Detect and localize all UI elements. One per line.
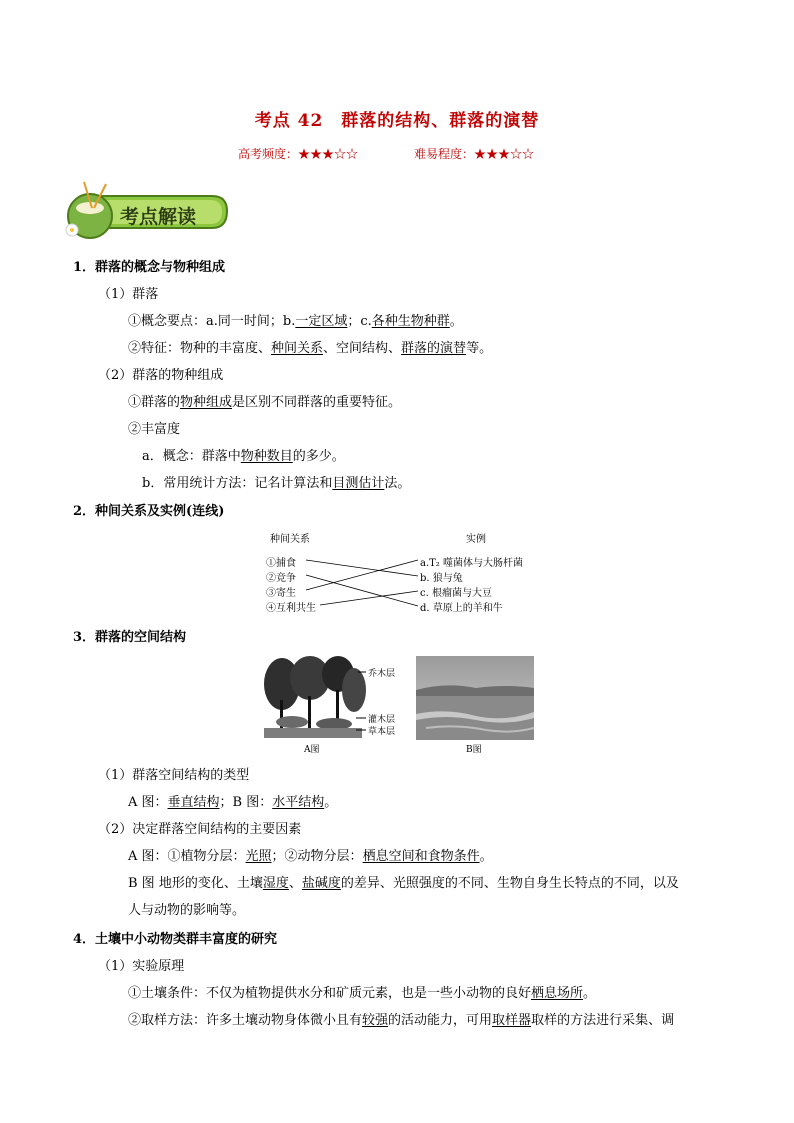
- section-1-sub2: （2）群落的物种组成: [98, 368, 224, 383]
- frequency-rating: [238, 145, 358, 162]
- section-3-sub2: （2）决定群落空间结构的主要因素: [98, 822, 302, 837]
- badge-label: 考点解读: [120, 206, 197, 228]
- figure-a-caption: A图: [304, 745, 320, 755]
- s4-line-2: ②取样方法：许多土壤动物身体微小且有较强的活动能力，可用取样器取样的方法进行采集、调: [128, 1013, 675, 1028]
- s3-line-1: A 图：垂直结构；B 图：水平结构。: [128, 795, 338, 810]
- s1-line-6: b．常用统计方法：记名计算法和目测估计法。: [142, 476, 411, 491]
- s4-line-1: ①土壤条件：不仅为植物提供水分和矿质元素，也是一些小动物的良好栖息场所。: [128, 986, 597, 1001]
- section-2-heading: 2．种间关系及实例(连线): [73, 504, 225, 519]
- s1-line-3: ①群落的物种组成是区别不同群落的重要特征。: [128, 395, 402, 410]
- section-3-heading: 3．群落的空间结构: [73, 630, 187, 645]
- figure-b-caption: B图: [466, 745, 482, 755]
- section-1-heading: 1．群落的概念与物种组成: [73, 260, 226, 275]
- label-tree-layer: 乔木层: [368, 669, 396, 679]
- s3-line-2: A 图：①植物分层：光照；②动物分层：栖息空间和食物条件。: [128, 849, 493, 864]
- left-item-4: ④互利共生: [266, 603, 316, 614]
- right-item-d: d. 草原上的羊和牛: [420, 603, 503, 614]
- page-title: 考点 42 群落的结构、群落的演替: [254, 111, 540, 131]
- right-item-a: a.T₂ 噬菌体与大肠杆菌: [420, 558, 523, 569]
- section-3-sub1: （1）群落空间结构的类型: [98, 768, 250, 783]
- wetland-image: [416, 656, 534, 740]
- figure-a-forest-layers: [262, 656, 400, 756]
- section-4-heading: 4．土壤中小动物类群丰富度的研究: [73, 932, 278, 947]
- right-header: 实例: [466, 534, 486, 545]
- section-badge: [62, 178, 232, 242]
- frequency-label: 高考频度：: [238, 147, 299, 161]
- right-item-c: c. 根瘤菌与大豆: [420, 588, 492, 599]
- section-4-sub1: （1）实验原理: [98, 959, 185, 974]
- s1-line-1: ①概念要点：a.同一时间；b.一定区域；c.各种生物种群。: [128, 314, 463, 329]
- label-shrub-layer: 灌木层: [368, 715, 396, 725]
- difficulty-rating: [414, 145, 534, 162]
- section-1-sub1: （1）群落: [98, 287, 159, 302]
- left-header: 种间关系: [270, 534, 310, 545]
- frequency-stars: ★★★☆☆: [298, 147, 359, 161]
- difficulty-label: 难易程度：: [414, 147, 475, 161]
- s1-line-2: ②特征：物种的丰富度、种间关系、空间结构、群落的演替等。: [128, 341, 493, 356]
- s1-line-4: ②丰富度: [128, 422, 181, 437]
- relation-matching-diagram: [262, 530, 538, 616]
- s3-line-3: B 图 地形的变化、土壤湿度、盐碱度的差异、光照强度的不同、生物自身生长特点的不同，以及: [128, 876, 679, 891]
- matching-lines: [262, 530, 538, 616]
- s1-line-5: a．概念：群落中物种数目的多少。: [142, 449, 345, 464]
- figure-b-landscape: [416, 656, 534, 756]
- right-item-b: b. 狼与兔: [420, 573, 463, 584]
- label-herb-layer: 草本层: [368, 727, 396, 737]
- left-item-3: ③寄生: [266, 588, 296, 599]
- s3-line-4: 人与动物的影响等。: [128, 903, 246, 918]
- left-item-1: ①捕食: [266, 558, 296, 569]
- difficulty-stars: ★★★☆☆: [474, 147, 535, 161]
- left-item-2: ②竞争: [266, 573, 296, 584]
